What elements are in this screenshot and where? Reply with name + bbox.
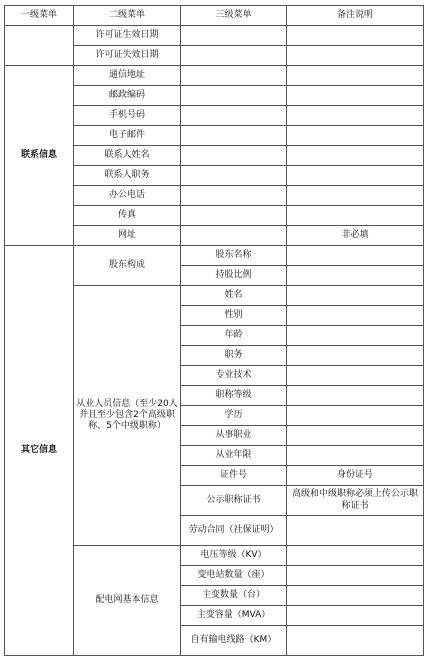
level2-cell: 邮政编码 bbox=[74, 86, 181, 106]
level3-cell: 姓名 bbox=[181, 286, 287, 306]
table-row bbox=[5, 246, 424, 266]
menu-table bbox=[4, 5, 424, 656]
level3-cell: 学历 bbox=[181, 406, 287, 426]
level3-cell: 年龄 bbox=[181, 326, 287, 346]
note-cell: 身份证号 bbox=[287, 466, 424, 486]
level3-cell: 股东名称 bbox=[181, 246, 287, 266]
level3-cell: 公示职称证书 bbox=[181, 486, 287, 516]
level1-cell-empty bbox=[5, 26, 74, 66]
table-row bbox=[5, 66, 424, 86]
level2-cell: 手机号码 bbox=[74, 106, 181, 126]
header-row bbox=[5, 6, 424, 26]
note-cell: 高级和中级职称必须上传公示职称证书 bbox=[287, 486, 424, 516]
level2-shareholder: 股东构成 bbox=[74, 246, 181, 286]
level3-cell: 电压等级（KV） bbox=[181, 546, 287, 566]
header-col3: 三级菜单 bbox=[181, 6, 287, 26]
level2-cell: 联系人姓名 bbox=[74, 146, 181, 166]
level2-cell: 传真 bbox=[74, 206, 181, 226]
level2-cell: 网址 bbox=[74, 226, 181, 246]
level3-cell: 变电站数量（座） bbox=[181, 566, 287, 586]
level3-cell: 职称等级 bbox=[181, 386, 287, 406]
level2-cell: 联系人职务 bbox=[74, 166, 181, 186]
header-col4: 备注说明 bbox=[287, 6, 424, 26]
level2-grid: 配电网基本信息 bbox=[74, 546, 181, 656]
level3-cell: 主变数量（台） bbox=[181, 586, 287, 606]
level1-contact: 联系信息 bbox=[5, 66, 74, 246]
level3-cell: 从事职业 bbox=[181, 426, 287, 446]
level3-cell: 性别 bbox=[181, 306, 287, 326]
table-row bbox=[5, 26, 424, 46]
level3-cell: 主变容量（MVA） bbox=[181, 606, 287, 626]
level2-cell: 许可证生效日期 bbox=[74, 26, 181, 46]
level2-cell: 通信地址 bbox=[74, 66, 181, 86]
level3-cell: 持股比例 bbox=[181, 266, 287, 286]
header-col2: 二级菜单 bbox=[74, 6, 181, 26]
level3-cell: 专业技术 bbox=[181, 366, 287, 386]
level3-cell: 职务 bbox=[181, 346, 287, 366]
level2-cell: 电子邮件 bbox=[74, 126, 181, 146]
note-cell: 非必填 bbox=[287, 226, 424, 246]
level3-cell: 从业年限 bbox=[181, 446, 287, 466]
level3-cell: 证件号 bbox=[181, 466, 287, 486]
header-col1: 一级菜单 bbox=[5, 6, 74, 26]
level2-staff: 从业人员信息（至少20人并且至少包含2个高级职称、5个中级职称） bbox=[74, 286, 181, 546]
level3-cell: 自有输电线路（KM） bbox=[181, 626, 287, 656]
level2-cell: 办公电话 bbox=[74, 186, 181, 206]
level2-cell: 许可证失效日期 bbox=[74, 46, 181, 66]
level3-cell: 劳动合同（社保证明） bbox=[181, 516, 287, 546]
level1-other: 其它信息 bbox=[5, 246, 74, 656]
